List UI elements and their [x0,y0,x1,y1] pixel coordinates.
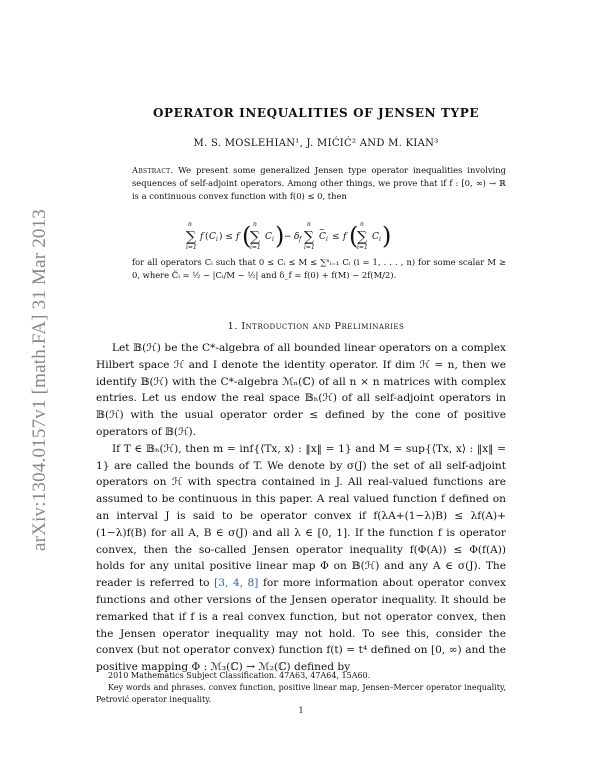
paragraph-2 [96,441,506,676]
svg-text:i=1: i=1 [357,244,368,251]
svg-text:i: i [326,236,328,243]
svg-text:n: n [360,221,364,228]
svg-text:): ) [275,222,285,250]
svg-text:∑: ∑ [186,229,196,245]
svg-text:i=1: i=1 [250,244,261,251]
paragraph-2-part-a: If T ∈ 𝔹ₕ(ℋ), then m = inf{⟨Tx, x⟩ : ‖x‖ = 1} and M = sup{⟨Tx, x⟩ : ‖x‖ = 1} are called the bounds of T. We denote by σ(J) the set of all self-adjoint operators on ℋ with spectra contained in J. All real-valued functions are assumed to be continuous in this paper. A real valued function f defined on an interval J is said to be operator convex if f(λA+(1−λ)B) ≤ λf(A)+(1−λ)f(B) for all A, B ∈ σ(J) and all λ ∈ [0, 1]. If the function f is operator convex, then the so-called Jensen operator inequality f(Φ(A)) ≤ Φ(f(A)) holds for any unital positive linear map Φ on 𝔹(ℋ) and any A ∈ σ(J). The reader is referred to [96,442,506,590]
svg-text:~: ~ [319,226,325,234]
svg-text:C: C [372,232,379,242]
svg-text:) ≤: ) ≤ [219,232,233,242]
svg-text:n: n [307,221,311,228]
arxiv-sidebar [22,100,58,660]
svg-text:(: ( [242,222,252,250]
abstract [132,164,506,203]
svg-text:∑: ∑ [250,229,260,245]
footnote-msc: 2010 Mathematics Subject Classification. 47A63, 47A64, 15A60. [108,671,371,680]
body-text [96,340,506,676]
svg-text:f: f [299,236,302,243]
svg-text:(: ( [349,222,359,250]
paper-title: OPERATOR INEQUALITIES OF JENSEN TYPE [152,106,480,120]
svg-text:≤: ≤ [332,232,340,242]
page-number: 1 [298,706,304,715]
svg-text:∑: ∑ [357,229,367,245]
svg-text:(: ( [205,232,209,242]
svg-text:∑: ∑ [304,229,314,245]
abstract-label: Abstract. [132,165,174,175]
svg-text:n: n [253,221,257,228]
svg-text:f: f [236,232,240,242]
svg-text:C: C [319,232,326,242]
svg-text:C: C [209,232,216,242]
formula-graphic [186,216,446,260]
footnote-keywords: Key words and phrases. convex function, positive linear map, Jensen–Mercer operator inequality, Petrović operator inequality. [96,683,506,704]
svg-text:−: − [284,232,292,242]
paragraph-2-part-b: for more information about operator convex functions and other versions of the Jensen operator inequality. It should be remarked that if f is a real convex function, but not operator convex, then the Jensen operator inequality may not hold. To see this, consider the convex (but not operator convex) function f(t) = t⁴ defined on [0, ∞) and the positive mapping Φ : ℳ₃(ℂ) → ℳ₂(ℂ) defined by [96,577,506,674]
footnotes [96,670,506,706]
arxiv-identifier: arXiv:1304.0157v1 [math.FA] 31 Mar 2013 [29,208,50,552]
svg-text:i=1: i=1 [304,244,315,251]
svg-text:): ) [382,222,392,250]
svg-text:n: n [188,221,192,228]
svg-text:C: C [265,232,272,242]
svg-text:i: i [272,236,274,243]
reference-links[interactable]: [3, 4, 8] [214,577,259,590]
section-heading: 1. Introduction and Preliminaries [227,321,405,332]
paragraph-1: Let 𝔹(ℋ) be the C*-algebra of all bounded linear operators on a complex Hilbert space ℋ and I denote the identity operator. If dim ℋ = n, then we identify 𝔹(ℋ) with the C*-algebra ℳₙ(ℂ) of all n × n matrices with complex entries. Let us endow the real space 𝔹ₕ(ℋ) of all self-adjoint operators in 𝔹(ℋ) with the usual operator order ≤ defined by the cone of positive operators of 𝔹(ℋ). [96,342,506,438]
svg-text:i=1: i=1 [186,244,197,251]
abstract-text-2: for all operators Cᵢ such that 0 ≤ Cᵢ ≤ M ≤ ∑ⁿᵢ₌₁ Cᵢ (i = 1, . . . , n) for some scalar M ≥ 0, where C̃ᵢ = ½ − |Cᵢ/M − ½| and δ_f = f(0) + f(M) − 2f(M/2). [132,257,506,280]
svg-text:f: f [200,232,204,242]
paper-authors: M. S. MOSLEHIAN¹, J. MIĆIĆ² AND M. KIAN³ [193,138,439,149]
svg-text:i: i [216,236,218,243]
svg-text:i: i [379,236,381,243]
abstract-formula [186,216,446,260]
svg-text:f: f [343,232,347,242]
abstract-text-1: We present some generalized Jensen type operator inequalities involving sequences of self-adjoint operators. Among other things, we prove that if f : [0, ∞) → ℝ is a continuous convex function with f(0) ≤ 0, then [132,165,506,201]
svg-text:δ: δ [294,232,300,242]
